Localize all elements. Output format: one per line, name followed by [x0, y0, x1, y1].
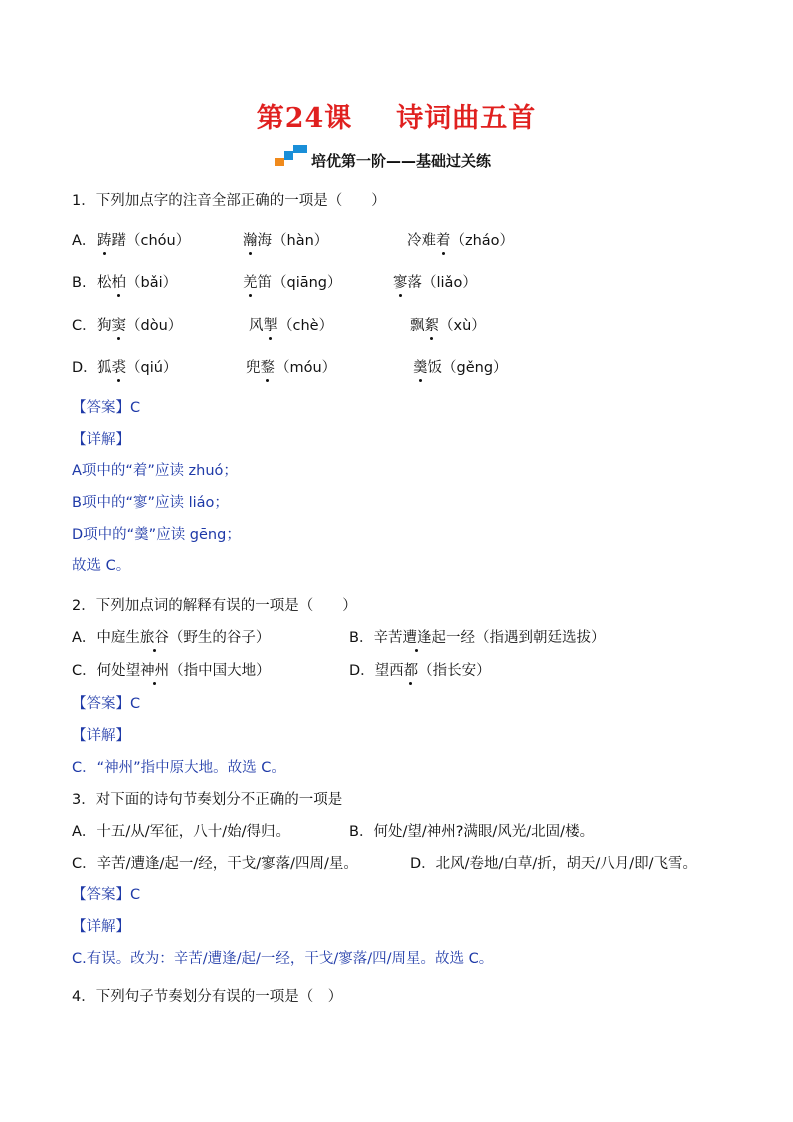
q1-option-d-1: 狐裘（qiú）: [97, 360, 178, 376]
q1-option-c-label: C．: [72, 318, 97, 334]
q1-option-a-label: A．: [72, 233, 97, 249]
q3-stem: 3．对下面的诗句节奏划分不正确的一项是: [72, 792, 343, 808]
q2-option-c: C．何处望神州（指中国大地）: [72, 663, 271, 679]
page-title: [0, 96, 793, 135]
q2-option-a: A．中庭生旅谷（野生的谷子）: [72, 630, 271, 646]
q3-option-b: B．何处/望/神州?满眼/风光/北固/楼。: [349, 824, 595, 840]
q1-option-c-1: 狗窦（dòu）: [97, 318, 183, 334]
section-logo-icon: [275, 145, 311, 167]
q1-option-a-2: 瀚海（hàn）: [243, 233, 329, 249]
q1-stem: 1．下列加点字的注音全部正确的一项是（ ）: [72, 193, 386, 209]
section-subtitle: 培优第一阶——基础过关练: [311, 152, 492, 170]
q3-option-d: D．北风/卷地/白草/折，胡天/八月/即/飞雪。: [410, 856, 697, 872]
q3-explanation: C.有误。改为：辛苦/遭逢/起/一经，干戈/寥落/四/周星。故选 C。: [72, 951, 494, 967]
q1-explanation-1: A项中的“着”应读 zhuó；: [72, 463, 238, 479]
q2-option-d: D．望西都（指长安）: [349, 663, 491, 679]
q3-option-c: C．辛苦/遭逢/起一/经，干戈/寥落/四周/星。: [72, 856, 358, 872]
q2-option-b: B．辛苦遭逢起一经（指遇到朝廷选拔）: [349, 630, 606, 646]
q1-option-d-label: D．: [72, 360, 98, 376]
q1-explanation-4: 故选 C。: [72, 558, 131, 574]
q2-explanation: C．“神州”指中原大地。故选 C。: [72, 760, 286, 776]
q1-option-a-3: 冷难着（zháo）: [407, 233, 515, 249]
q1-explanation-3: D项中的“羹”应读 gēng；: [72, 527, 241, 543]
lesson-name: 诗词曲五首: [396, 103, 537, 134]
q3-option-a: A．十五/从/军征，八十/始/得归。: [72, 824, 290, 840]
q1-option-a-1: 踌躇（chóu）: [97, 233, 191, 249]
q1-option-b-1: 松柏（bǎi）: [97, 275, 178, 291]
q2-detail-heading: 【详解】: [72, 728, 130, 744]
q1-explanation-2: B项中的“寥”应读 liáo；: [72, 495, 229, 511]
q2-answer: 【答案】C: [72, 696, 141, 712]
q4-stem: 4．下列句子节奏划分有误的一项是（ ）: [72, 989, 343, 1005]
q1-option-b-label: B.: [72, 275, 87, 291]
q1-option-b-3: 寥落（liǎo）: [393, 275, 477, 291]
q1-option-d-3: 羹饭（gěng）: [413, 360, 508, 376]
q1-option-c-3: 飘絮（xù）: [410, 318, 486, 334]
q1-detail-heading: 【详解】: [72, 432, 130, 448]
q1-option-b-2: 羌笛（qiāng）: [243, 275, 342, 291]
q3-answer: 【答案】C: [72, 887, 141, 903]
q1-answer: 【答案】C: [72, 400, 141, 416]
q2-stem: 2．下列加点词的解释有误的一项是（ ）: [72, 598, 357, 614]
q3-detail-heading: 【详解】: [72, 919, 130, 935]
q1-option-c-2: 风掣（chè）: [249, 318, 334, 334]
q1-option-d-2: 兜鍪（móu）: [246, 360, 337, 376]
lesson-number: 第24课: [256, 103, 353, 134]
